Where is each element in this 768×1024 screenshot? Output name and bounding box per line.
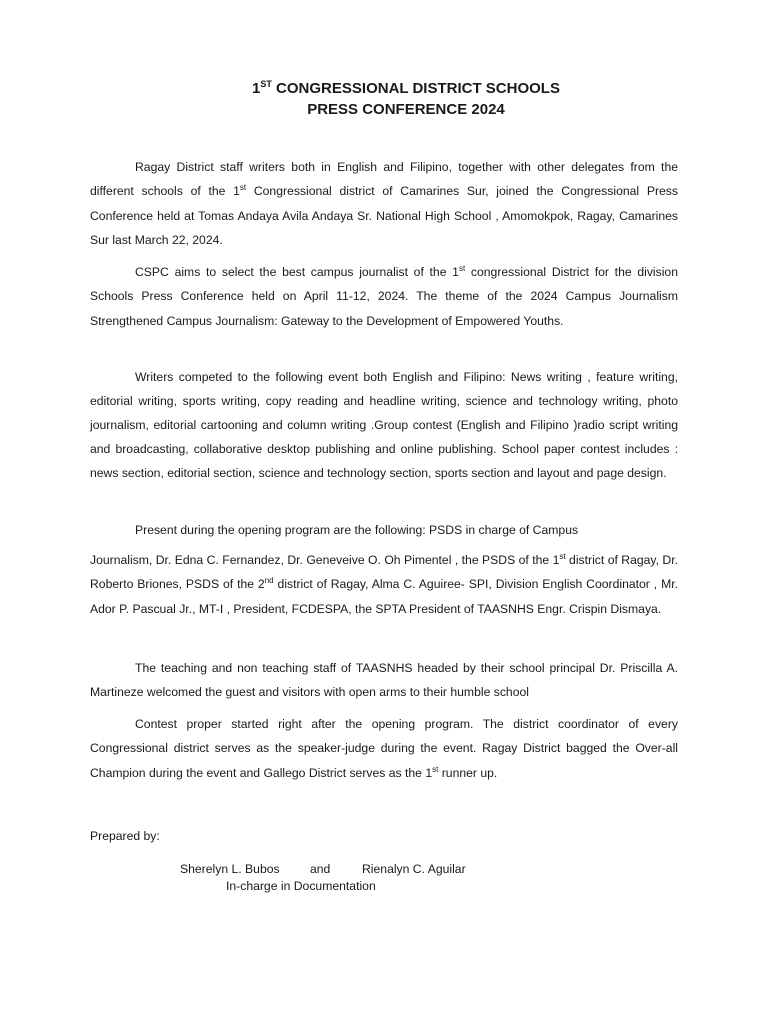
paragraph-1-text-a: Ragay District staff writers both in English and Filipino, together with other delegates from the different schools of the 1	[90, 160, 678, 199]
title-line-2: PRESS CONFERENCE 2024	[307, 101, 505, 118]
paragraph-4-text-c: district of Ragay, Alma C. Aguiree- SPI, Division English Coordinator , Mr. Ador P. Pascual Jr., MT-I , President, FCDESPA, the SPTA President of TAASNHS Engr. Crispin Dismaya.	[90, 577, 678, 616]
paragraph-6-sup: st	[432, 764, 439, 774]
paragraph-6	[90, 712, 678, 785]
paragraph-2	[90, 260, 678, 333]
paragraph-2-sup: st	[458, 263, 466, 273]
paragraph-1	[90, 155, 678, 252]
signatory-role: In-charge in Documentation	[226, 879, 376, 893]
paragraph-4-sup-1: st	[559, 551, 566, 561]
prepared-by-label: Prepared by:	[90, 829, 160, 843]
paragraph-1-sup: st	[239, 183, 247, 193]
paragraph-4-sup-2: nd	[264, 576, 274, 586]
title-ordinal: 1	[252, 80, 261, 97]
title-superscript: ST	[260, 79, 272, 89]
paragraph-6-text-b: runner up.	[438, 765, 498, 780]
paragraph-4-first-line: Present during the opening program are the following: PSDS in charge of Campus	[135, 523, 579, 537]
paragraph-4-body	[90, 548, 678, 621]
paragraph-4-text-a: Journalism, Dr. Edna C. Fernandez, Dr. Geneveive O. Oh Pimentel , the PSDS of the 1	[90, 553, 560, 567]
paragraph-1-text-b: Congressional district of Camarines Sur, joined the Congressional Press Conference held at Tomas Andaya Avila Andaya Sr. National High School , Amomokpok, Ragay, Camarines Sur last March 22, 2024.	[90, 184, 678, 247]
signatory-2-name: Rienalyn C. Aguilar	[362, 862, 466, 876]
signatory-1-name: Sherelyn L. Bubos	[180, 862, 280, 876]
title-line-1-text: CONGRESSIONAL DISTRICT SCHOOLS	[271, 80, 560, 97]
paragraph-4-text-b: district of Ragay, Dr. Roberto Briones, PSDS of the 2	[90, 553, 678, 592]
title-line-1	[0, 78, 768, 99]
document-title	[0, 78, 768, 120]
signatory-conjunction: and	[310, 862, 331, 876]
paragraph-3: Writers competed to the following event both English and Filipino: News writing , feature writing, editorial writing, sports writing, copy reading and headline writing, science and technology writing, photo journalism, editorial cartooning and column writing .Group contest (English and Filipino )radio script writing and broadcasting, collaborative desktop publishing and online publishing. School paper contest includes : news section, editorial section, science and technology section, sports section and layout and page design.	[90, 370, 678, 481]
paragraph-2-text-b: congressional District for the division Schools Press Conference held on April 11-12, 2024. The theme of the 2024 Campus Journalism Strengthened Campus Journalism: Gateway to the Development of Empowered Youths.	[90, 265, 678, 328]
paragraph-6-text-a: Contest proper started right after the opening program. The district coordinator of every Congressional district serves as the speaker-judge during the event. Ragay District bagged the Over-all Champion during the event and Gallego District serves as the 1	[90, 717, 678, 780]
paragraph-5: The teaching and non teaching staff of TAASNHS headed by their school principal Dr. Priscilla A. Martineze welcomed the guest and visitors with open arms to their humble school	[90, 661, 678, 700]
paragraph-2-text-a: CSPC aims to select the best campus journalist of the 1	[135, 265, 459, 279]
